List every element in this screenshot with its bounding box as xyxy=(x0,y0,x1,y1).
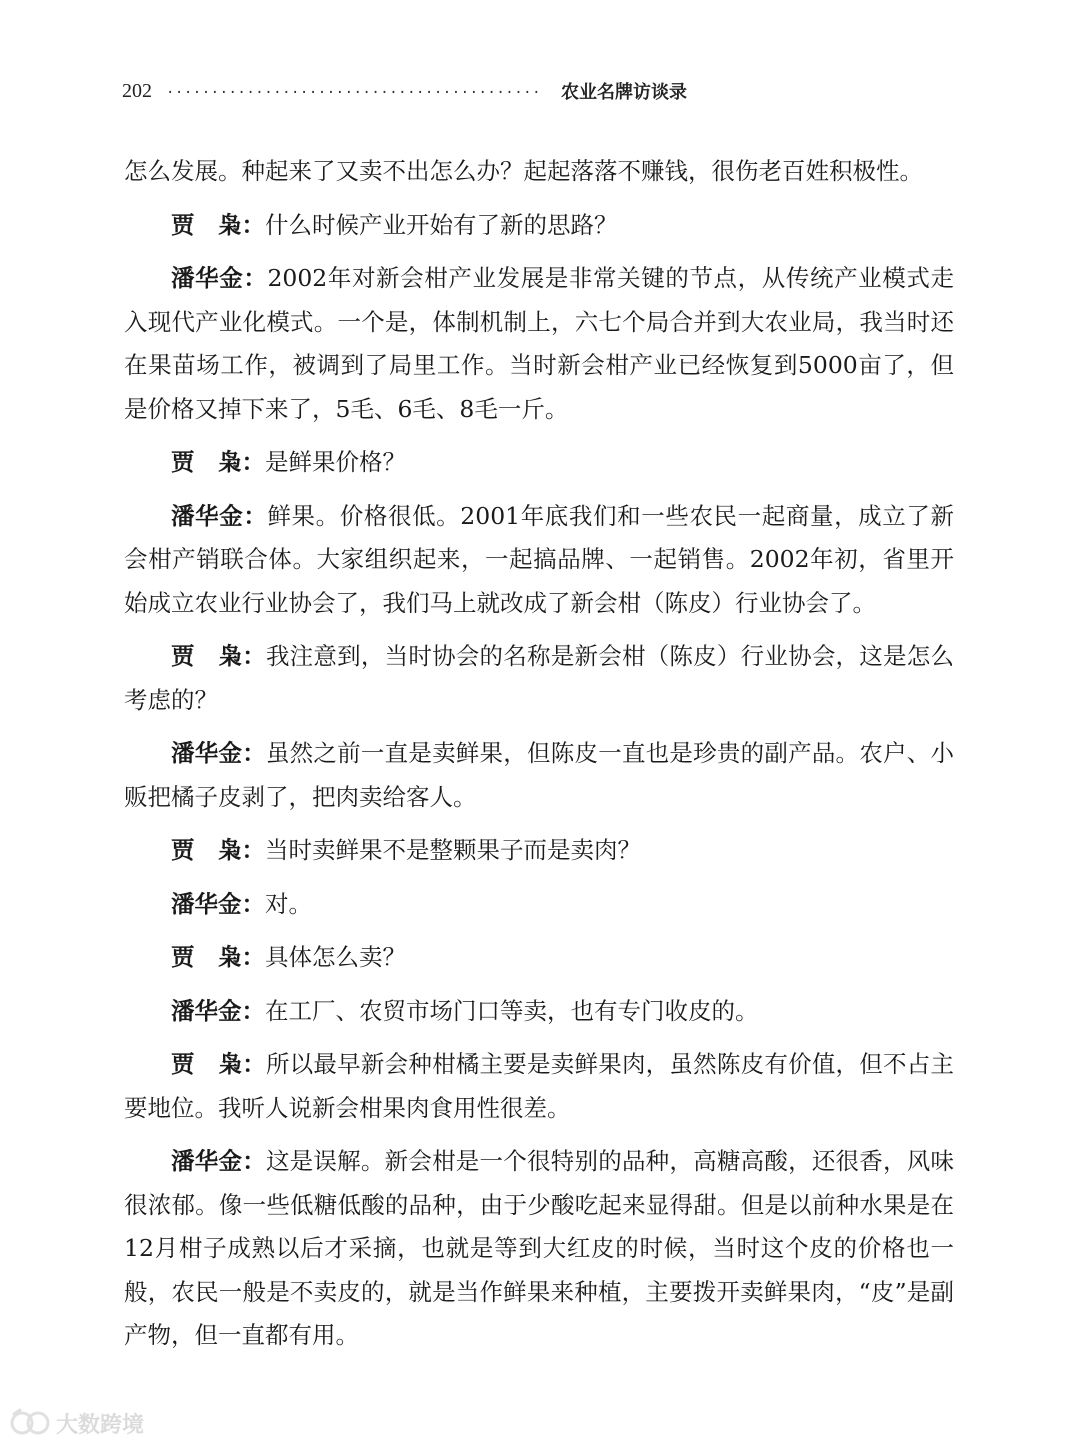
dialogue-paragraph xyxy=(124,732,954,819)
interview-body xyxy=(124,150,954,1368)
speaker-label: 贾 枭： xyxy=(171,1050,266,1078)
dialogue-paragraph xyxy=(124,1043,954,1130)
dialogue-paragraph xyxy=(124,204,954,248)
speaker-label: 贾 枭： xyxy=(171,210,265,239)
watermark-text: 大数跨境 xyxy=(56,1412,145,1438)
paragraph-continuation xyxy=(124,150,954,194)
paragraph-text: 我注意到，当时协会的名称是新会柑（陈皮）行业协会，这是怎么考虑的？ xyxy=(124,642,954,714)
speaker-label: 贾 枭： xyxy=(171,943,265,971)
dialogue-paragraph xyxy=(124,257,954,431)
speaker-label: 潘华金： xyxy=(171,501,268,530)
speaker-label: 贾 枭： xyxy=(171,642,266,670)
paragraph-text: 当时卖鲜果不是整颗果子而是卖肉？ xyxy=(265,836,641,864)
dialogue-paragraph xyxy=(124,1140,954,1358)
dialogue-paragraph xyxy=(124,936,954,980)
paragraph-text: 2002年对新会柑产业发展是非常关键的节点，从传统产业模式走入现代产业化模式。一个是，体制机制上，六七个局合并到大农业局，我当时还在果苗场工作，被调到了局里工作。当时新会柑产业已经恢复到5000亩了，但是价格又掉下来了，5毛、6毛、8毛一斤。 xyxy=(124,264,955,423)
dialogue-paragraph xyxy=(124,441,954,485)
speaker-label: 潘华金： xyxy=(171,996,265,1025)
dialogue-paragraph xyxy=(124,635,954,722)
watermark-logo-icon xyxy=(8,1408,52,1438)
paragraph-text: 这是误解。新会柑是一个很特别的品种，高糖高酸，还很香，风味很浓郁。像一些低糖低酸的品种，由于少酸吃起来显得甜。但是以前种水果是在12月柑子成熟以后才采摘，也就是等到大红皮的时候，当时这个皮的价格也一般，农民一般是不卖皮的，就是当作鲜果来种植，主要拨开卖鲜果肉，“皮”是副产物，但一直都有用。 xyxy=(124,1147,954,1349)
paragraph-text: 鲜果。价格很低。2001年底我们和一些农民一起商量，成立了新会柑产销联合体。大家组织起来，一起搞品牌、一起销售。2002年初，省里开始成立农业行业协会了，我们马上就改成了新会柑（陈皮）行业协会了。 xyxy=(124,501,955,617)
paragraph-text: 对。 xyxy=(265,889,312,918)
page-number: 202 xyxy=(122,79,152,102)
paragraph-text: 所以最早新会种柑橘主要是卖鲜果肉，虽然陈皮有价值，但不占主要地位。我听人说新会柑果肉食用性很差。 xyxy=(124,1050,954,1122)
paragraph-text: 是鲜果价格？ xyxy=(265,448,406,476)
book-title: 农业名牌访谈录 xyxy=(561,82,688,103)
speaker-label: 潘华金： xyxy=(171,889,265,918)
paragraph-text: 具体怎么卖？ xyxy=(265,943,406,971)
dialogue-paragraph xyxy=(124,829,954,873)
paragraph-text: 怎么发展。种起来了又卖不出怎么办？起起落落不赚钱，很伤老百姓积极性。 xyxy=(124,157,923,185)
paragraph-text: 虽然之前一直是卖鲜果，但陈皮一直也是珍贵的副产品。农户、小贩把橘子皮剥了，把肉卖给客人。 xyxy=(124,739,954,811)
paragraph-text: 什么时候产业开始有了新的思路？ xyxy=(265,210,618,239)
speaker-label: 潘华金： xyxy=(171,1147,266,1175)
dialogue-paragraph xyxy=(124,495,954,626)
watermark xyxy=(8,1406,144,1440)
dialogue-paragraph xyxy=(124,990,954,1034)
speaker-label: 潘华金： xyxy=(171,739,266,767)
speaker-label: 贾 枭： xyxy=(171,448,265,476)
running-header xyxy=(122,76,982,106)
paragraph-text: 在工厂、农贸市场门口等卖，也有专门收皮的。 xyxy=(265,996,759,1025)
speaker-label: 贾 枭： xyxy=(171,836,265,864)
speaker-label: 潘华金： xyxy=(171,264,268,292)
dialogue-paragraph xyxy=(124,883,954,927)
header-leader-dots: ·········································· xyxy=(166,85,542,101)
